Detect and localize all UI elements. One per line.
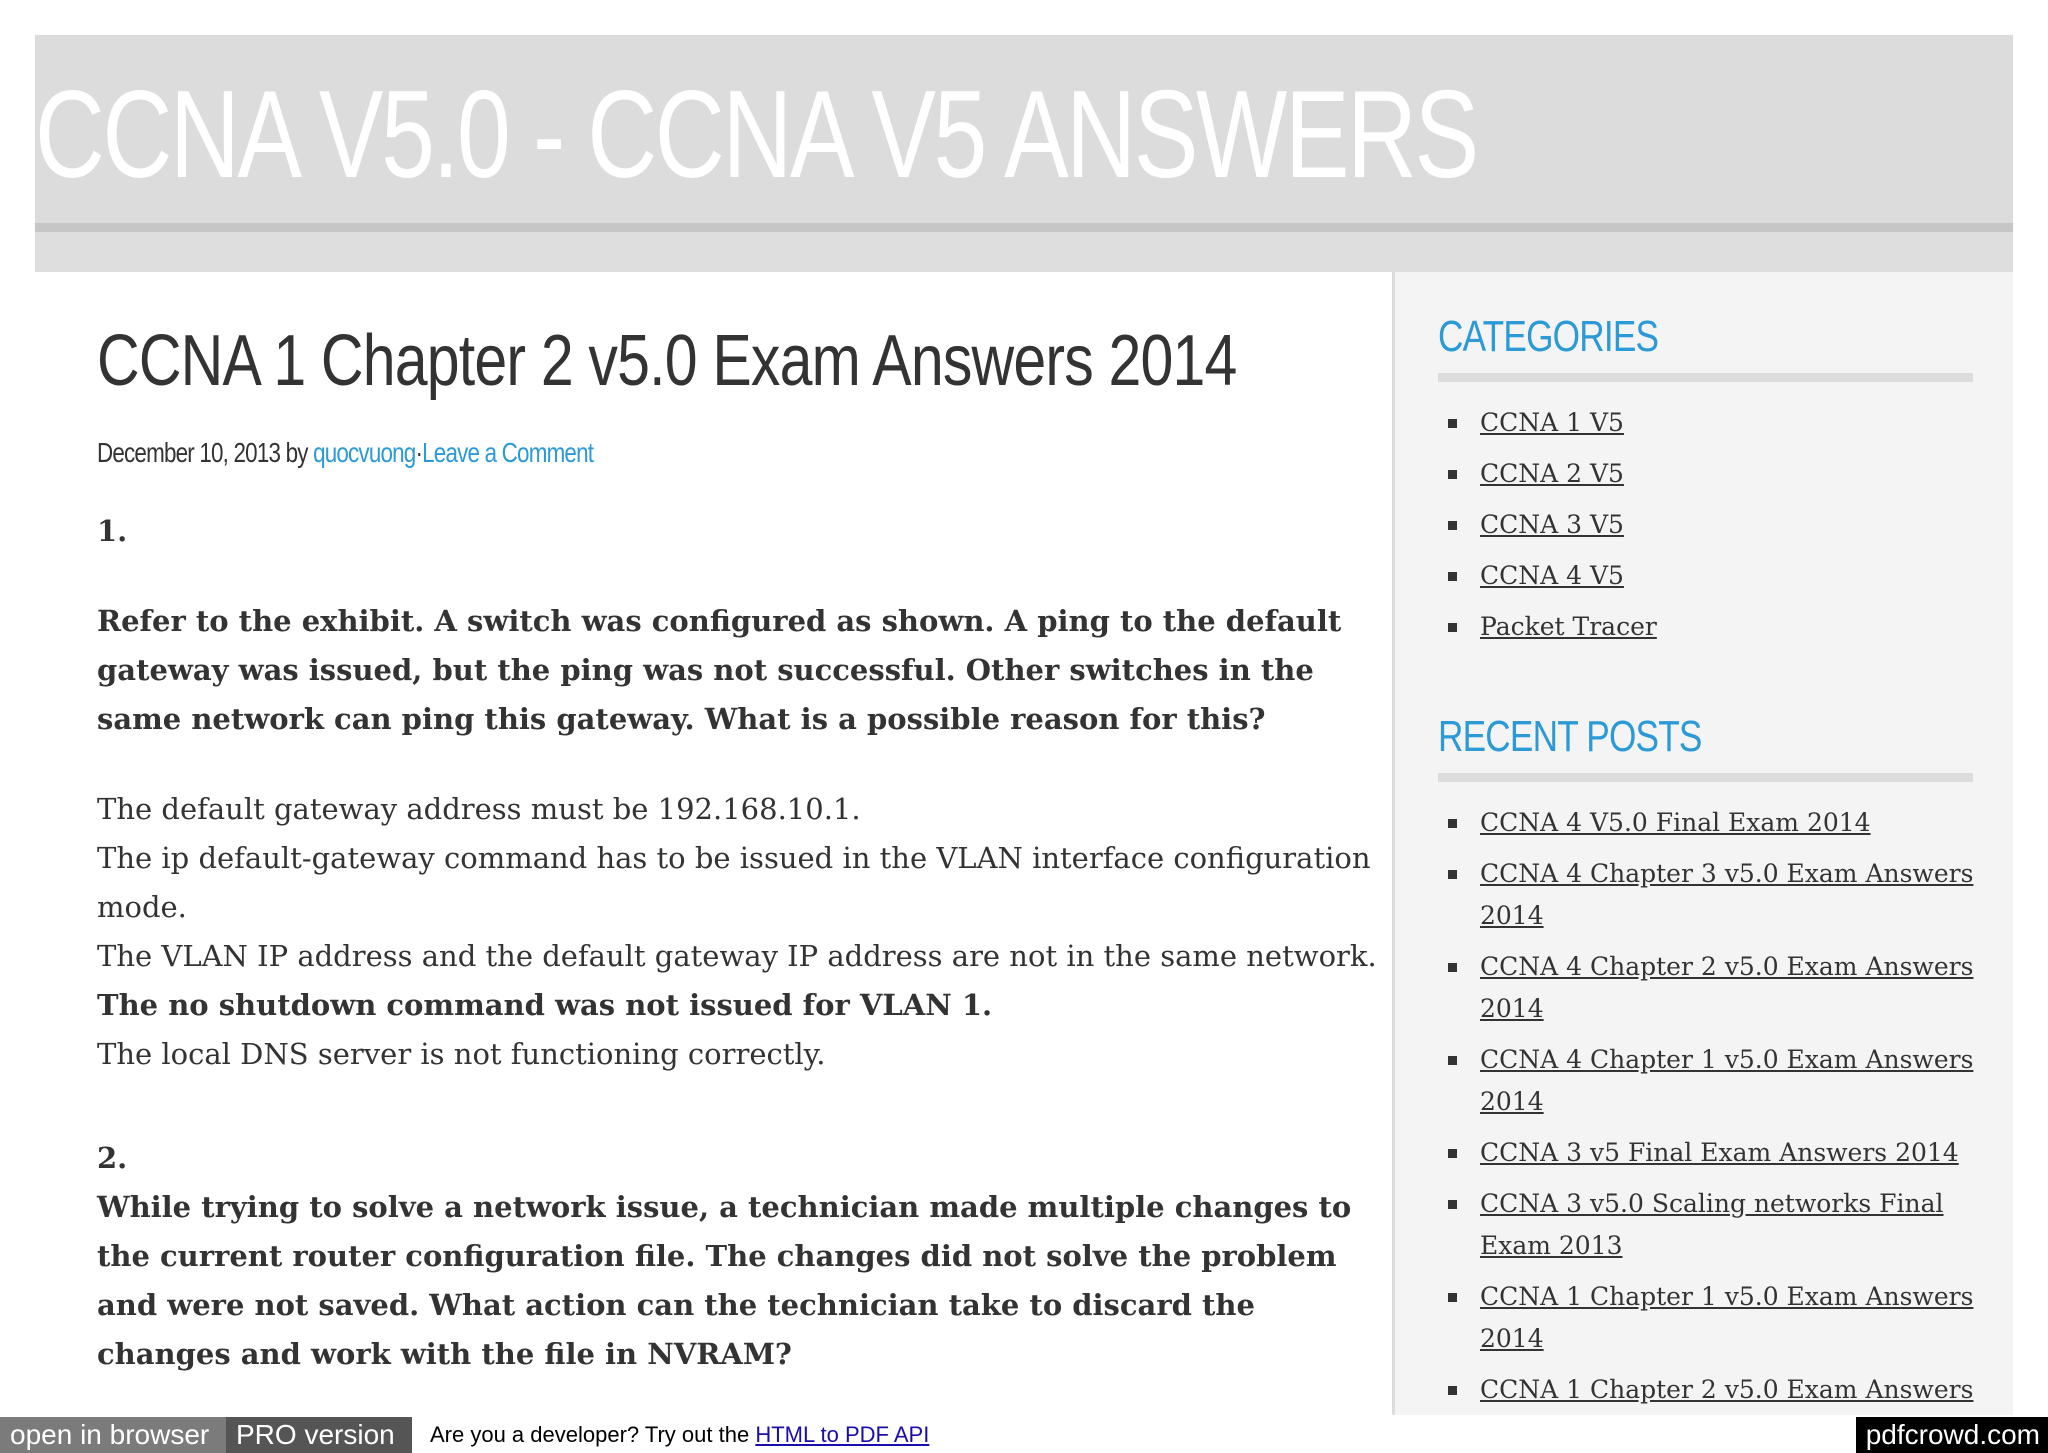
recent-posts-title: RECENT POSTS: [1438, 712, 1702, 761]
leave-comment-link[interactable]: Leave a Comment: [422, 437, 594, 468]
post-date: December 10, 2013: [97, 437, 281, 468]
category-link[interactable]: Packet Tracer: [1480, 612, 1657, 641]
question-number: 2.: [97, 1141, 128, 1175]
question-number: 1.: [97, 514, 128, 548]
question-text: Refer to the exhibit. A switch was configured as shown. A ping to the default gateway was issued, but the ping was not successful. Other switches in the same network can ping this gateway. What is a possible reason for this?: [97, 604, 1342, 736]
post-by: by: [285, 437, 308, 468]
developer-prompt-text: Are you a developer? Try out the: [430, 1422, 750, 1447]
categories-divider: [1438, 373, 1973, 382]
list-item: [1438, 946, 1983, 1030]
recent-post-link[interactable]: CCNA 3 v5 Final Exam Answers 2014: [1480, 1138, 1959, 1167]
answer-option-correct: The no shutdown command was not issued for VLAN 1.: [97, 988, 993, 1022]
list-item: [1438, 1369, 1983, 1411]
recent-post-link[interactable]: CCNA 1 Chapter 2 v5.0 Exam Answers: [1480, 1375, 1974, 1404]
list-item: [1438, 1132, 1983, 1174]
answer-option: The VLAN IP address and the default gateway IP address are not in the same network.: [97, 939, 1377, 973]
answer-option: The ip default-gateway command has to be issued in the VLAN interface configuration mode.: [97, 841, 1371, 924]
categories-title: CATEGORIES: [1438, 312, 1659, 361]
question-text: While trying to solve a network issue, a technician made multiple changes to the current router configuration file. The changes did not solve the problem and were not saved. What action can the technician take to discard the changes and work with the file in NVRAM?: [97, 1190, 1352, 1371]
question-2: [97, 1134, 1377, 1379]
list-item: [1438, 802, 1983, 844]
category-link[interactable]: CCNA 1 V5: [1480, 408, 1624, 437]
recent-post-link[interactable]: CCNA 4 V5.0 Final Exam 2014: [1480, 808, 1871, 837]
post-title: CCNA 1 Chapter 2 v5.0 Exam Answers 2014: [97, 321, 1237, 401]
header-banner: [35, 35, 2013, 223]
recent-post-link[interactable]: CCNA 4 Chapter 2 v5.0 Exam Answers 2014: [1480, 952, 1974, 1023]
pdfcrowd-footer: [0, 1417, 2048, 1453]
open-in-browser-button[interactable]: open in browser: [0, 1417, 226, 1453]
answer-option: The default gateway address must be 192.168.10.1.: [97, 792, 861, 826]
list-item: [1438, 504, 1983, 546]
list-item: [1438, 555, 1983, 597]
header-divider: [35, 223, 2013, 232]
list-item: [1438, 1039, 1983, 1123]
html-to-pdf-api-link[interactable]: HTML to PDF API: [755, 1422, 930, 1447]
categories-list: [1438, 402, 1983, 657]
answer-options: [97, 785, 1377, 1079]
site-title[interactable]: CCNA V5.0 - CCNA V5 ANSWERS: [35, 66, 1477, 204]
question-1: [97, 507, 1377, 1079]
list-item: [1438, 453, 1983, 495]
sidebar: [1392, 272, 2013, 1415]
pdfcrowd-brand[interactable]: pdfcrowd.com: [1856, 1417, 2048, 1453]
list-item: [1438, 606, 1983, 648]
pro-version-button[interactable]: PRO version: [226, 1417, 412, 1453]
answer-option: The local DNS server is not functioning correctly.: [97, 1037, 826, 1071]
site-header: [35, 35, 2013, 272]
meta-separator: ·: [415, 437, 423, 468]
list-item: [1438, 853, 1983, 937]
recent-post-link[interactable]: CCNA 3 v5.0 Scaling networks Final Exam 2013: [1480, 1189, 1944, 1260]
recent-posts-divider: [1438, 773, 1973, 782]
category-link[interactable]: CCNA 2 V5: [1480, 459, 1624, 488]
recent-post-link[interactable]: CCNA 4 Chapter 1 v5.0 Exam Answers 2014: [1480, 1045, 1974, 1116]
developer-prompt: [430, 1417, 929, 1453]
recent-posts-list: [1438, 802, 1983, 1420]
category-link[interactable]: CCNA 3 V5: [1480, 510, 1624, 539]
post-meta: [97, 437, 593, 469]
category-link[interactable]: CCNA 4 V5: [1480, 561, 1624, 590]
recent-post-link[interactable]: CCNA 4 Chapter 3 v5.0 Exam Answers 2014: [1480, 859, 1974, 930]
list-item: [1438, 1183, 1983, 1267]
list-item: [1438, 402, 1983, 444]
list-item: [1438, 1276, 1983, 1360]
main-content: [35, 272, 1392, 1415]
recent-post-link[interactable]: CCNA 1 Chapter 1 v5.0 Exam Answers 2014: [1480, 1282, 1974, 1353]
author-link[interactable]: quocvuong: [313, 437, 416, 468]
